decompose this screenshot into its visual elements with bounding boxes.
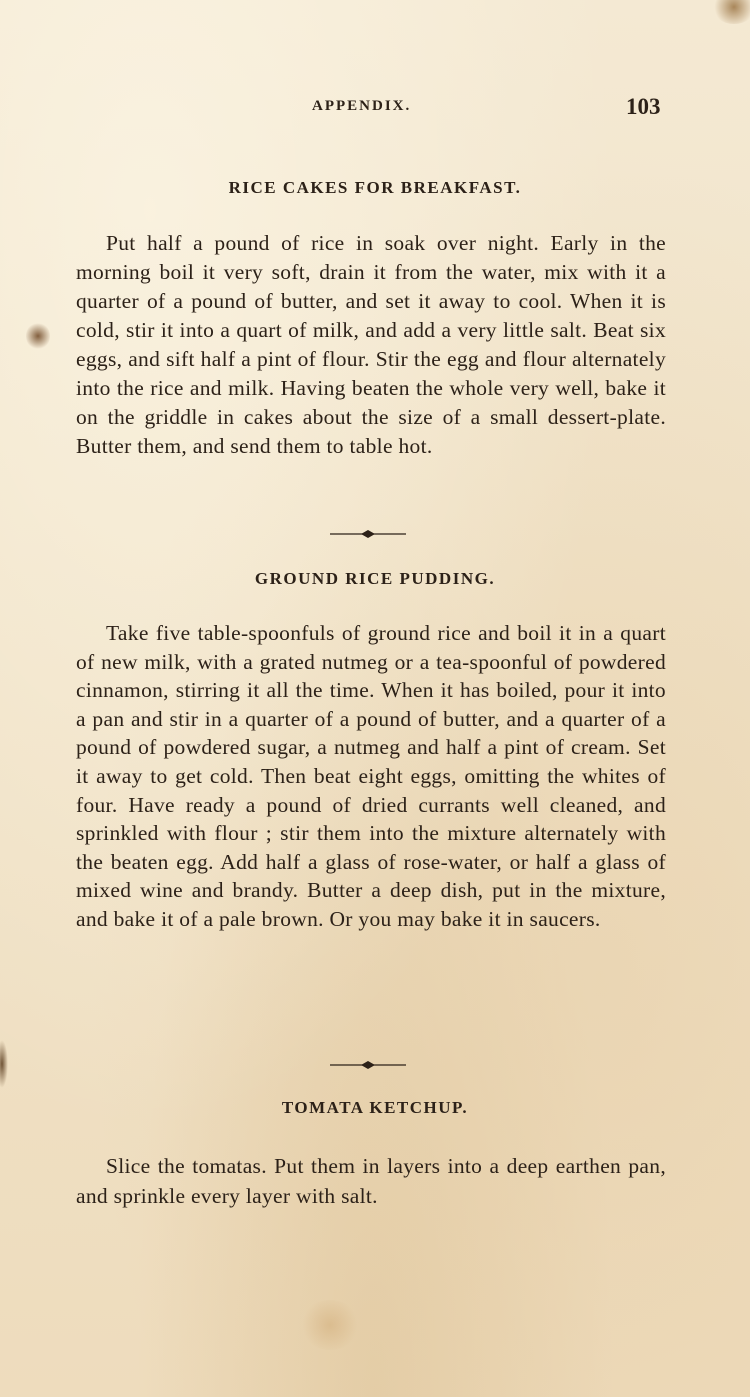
section-body-ground-rice-pudding: Take five table-spoonfuls of ground rice and boil it in a quart of new milk, with a grated nutmeg or a tea-spoonful of powdered cinnamon, stirring it all the time. When it has boiled, pour it into a pan and stir in a quarter of a pound of butter, and a quarter of a pound of powdered sugar, a nutmeg and half a pint of cream. Set it away to get cold. Then beat eight eggs, omitting the whites of four. Have ready a pound of dried currants well cleaned, and sprinkled with flour ; stir them into the mixture alternately with the beaten egg. Add half a glass of rose-water, or half a glass of mixed wine and brandy. Butter a deep dish, put in the mixture, and bake it of a pale brown. Or you may bake it in saucers. (76, 621, 666, 931)
page-number: 103 (626, 94, 661, 119)
running-header (0, 94, 750, 124)
paper-stain (26, 322, 50, 350)
section-heading-tomata-ketchup: TOMATA KETCHUP. (281, 1098, 469, 1117)
section-body-rice-cakes: Put half a pound of rice in soak over night. Early in the morning boil it very soft, drain it from the water, mix with it a quarter of a pound of butter, and set it away to cool. When it is cold, stir it into a quart of milk, and add a very little salt. Beat six eggs, and sift half a pint of flour. Stir the egg and flour alternately into the rice and milk. Having beaten the whole very well, bake it on the griddle in cakes about the size of a small dessert-plate. Butter them, and send them to table hot. (76, 231, 666, 458)
diamond-rule-ornament-icon (330, 528, 406, 540)
section-body-tomata-ketchup: Slice the tomatas. Put them in layers into a deep earthen pan, and sprinkle every layer with salt. (76, 1154, 666, 1208)
section-heading-ground-rice-pudding: GROUND RICE PUDDING. (254, 569, 496, 588)
paper-stain (712, 0, 750, 24)
running-title: APPENDIX. (312, 98, 412, 114)
paper-stain (0, 1040, 8, 1088)
paper-stain (300, 1300, 360, 1350)
section-heading-rice-cakes: RICE CAKES FOR BREAKFAST. (228, 178, 522, 197)
diamond-rule-ornament-icon (330, 1059, 406, 1071)
